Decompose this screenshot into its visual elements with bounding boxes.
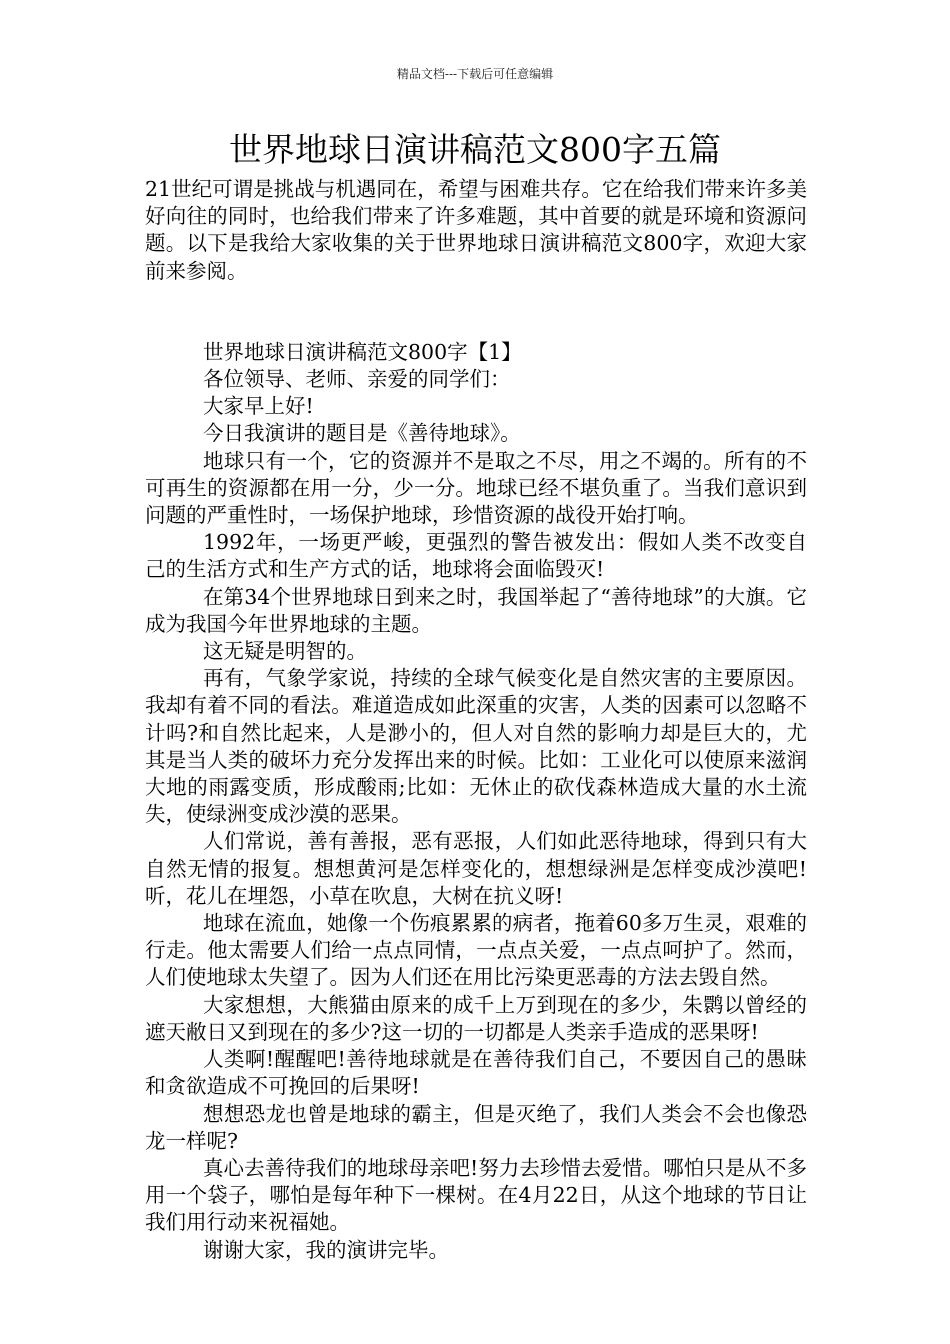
body-paragraph: 人们常说，善有善报，恶有恶报，人们如此恶待地球，得到只有大自然无情的报复。想想黄河是怎样变化的，想想绿洲是怎样变成沙漠吧!听，花儿在埋怨，小草在吹息，大树在抗义呀!: [145, 829, 807, 908]
body-paragraph: 今日我演讲的题目是《善待地球》。: [203, 421, 521, 446]
section-spacer: [145, 285, 807, 339]
body-paragraph: 人类啊!醒醒吧!善待地球就是在善待我们自己，不要因自己的愚昧和贪欲造成不可挽回的后果呀!: [145, 1047, 807, 1099]
body-paragraph: 谢谢大家，我的演讲完毕。: [203, 1237, 449, 1262]
body-paragraph: 大家想想，大熊猫由原来的成千上万到现在的多少，朱鹮以曾经的遮天敝日又到现在的多少?这一切的一切都是人类亲手造成的恶果呀!: [145, 992, 807, 1044]
document-body: [145, 176, 807, 1264]
body-paragraph: 大家早上好!: [203, 394, 314, 419]
body-paragraph: 在第34个世界地球日到来之时，我国举起了“善待地球”的大旗。它成为我国今年世界地球的主题。: [145, 584, 807, 636]
body-paragraph: 各位领导、老师、亲爱的同学们：: [203, 367, 511, 392]
page-header-note: 精品文档---下载后可任意编辑: [396, 67, 554, 81]
body-paragraph: 地球在流血，她像一个伤痕累累的病者，拖着60多万生灵，艰难的行走。他太需要人们给一点点同情，一点点关爱，一点点呵护了。然而，人们使地球太失望了。因为人们还在用比污染更恶毒的方法去毁自然。: [145, 911, 807, 990]
body-paragraph: 地球只有一个，它的资源并不是取之不尽，用之不竭的。所有的不可再生的资源都在用一分，少一分。地球已经不堪负重了。当我们意识到问题的严重性时，一场保护地球，珍惜资源的战役开始打响。: [145, 448, 807, 528]
intro-paragraph: 21世纪可谓是挑战与机遇同在，希望与困难共存。它在给我们带来许多美好向往的同时，也给我们带来了许多难题，其中首要的就是环境和资源问题。以下是我给大家收集的关于世界地球日演讲稿范文800字，欢迎大家前来参阅。: [145, 177, 807, 283]
document-title: 世界地球日演讲稿范文800字五篇: [229, 130, 721, 169]
body-paragraph: 1992年，一场更严峻，更强烈的警告被发出：假如人类不改变自己的生活方式和生产方式的话，地球将会面临毁灭!: [145, 530, 807, 582]
body-paragraph: 再有，气象学家说，持续的全球气候变化是自然灾害的主要原因。我却有着不同的看法。难道造成如此深重的灾害，人类的因素可以忽略不计吗?和自然比起来，人是渺小的，但人对自然的影响力却是巨大的，尤其是当人类的破坏力充分发挥出来的时候。比如：工业化可以使原来滋润大地的雨露变质，形成酸雨;比如：无休止的砍伐森林造成大量的水土流失，使绿洲变成沙漠的恶果。: [145, 666, 807, 827]
body-paragraph: 这无疑是明智的。: [203, 639, 367, 664]
body-paragraph: 想想恐龙也曾是地球的霸主，但是灭绝了，我们人类会不会也像恐龙一样呢?: [145, 1101, 807, 1153]
section-heading: 世界地球日演讲稿范文800字【1】: [203, 339, 522, 364]
body-paragraph: 真心去善待我们的地球母亲吧!努力去珍惜去爱惜。哪怕只是从不多用一个袋子，哪怕是每年种下一棵树。在4月22日，从这个地球的节日让我们用行动来祝福她。: [145, 1155, 807, 1235]
